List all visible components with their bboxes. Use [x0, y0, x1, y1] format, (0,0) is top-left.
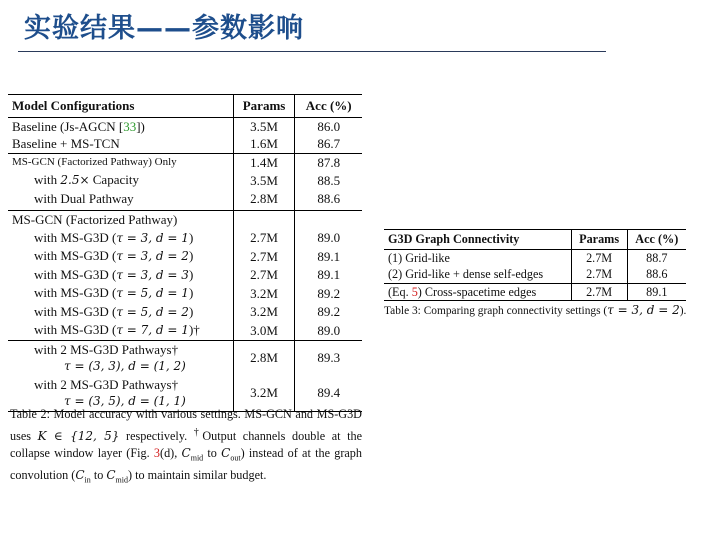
table-row — [8, 284, 362, 303]
equation-ref: 5 — [411, 284, 418, 299]
config-cell: with MS-G3D (τ = 5, d = 1) — [8, 284, 233, 303]
params-cell: 2.7M — [233, 247, 295, 266]
header-connectivity: G3D Graph Connectivity — [384, 230, 571, 250]
acc-cell: 89.2 — [317, 304, 341, 319]
params-cell: 2.7M — [233, 229, 295, 248]
table-header-row — [384, 230, 686, 250]
params-cell: 2.8M — [233, 190, 295, 208]
params-cell: 1.6M — [233, 135, 295, 153]
title-divider — [18, 51, 606, 52]
acc-cell: 86.7 — [317, 136, 341, 151]
config-cell: with 2.5× Capacity — [8, 171, 233, 190]
table-2-caption: Table 2: Model accuracy with various settings. MS-GCN and MS-G3D uses K ∈ {12, 5} respectively. †Output channels double at the collapse window layer (Fig. 3(d), $C_{mid}$ to $C_{out}$) instead of at the graph convolution ($C_{in}$ to $C_{mid}$) to maintain similar budget. — [10, 407, 363, 485]
params-cell: 2.7M — [571, 266, 627, 283]
table-row — [8, 153, 362, 171]
citation-ref: 33 — [123, 118, 137, 134]
header-params: Params — [571, 230, 627, 250]
acc-cell: 89.4 — [317, 385, 341, 401]
params-cell: 2.7M — [571, 249, 627, 266]
params-cell: 3.2M — [233, 284, 295, 303]
config-cell: (1) Grid-like — [384, 249, 571, 266]
config-cell: with MS-G3D (τ = 3, d = 1) — [8, 229, 233, 248]
params-cell: 2.7M — [233, 266, 295, 285]
acc-cell: 89.0 — [317, 230, 341, 245]
acc-cell: 89.1 — [317, 267, 341, 282]
header-acc: Acc (%) — [305, 98, 352, 113]
acc-cell: 88.5 — [317, 172, 341, 188]
acc-cell: 89.3 — [317, 350, 341, 366]
table-row — [8, 266, 362, 285]
group-label: MS-GCN (Factorized Pathway) — [8, 211, 233, 229]
acc-cell: 89.2 — [317, 285, 341, 301]
table-row — [8, 340, 362, 376]
table-2 — [8, 94, 362, 412]
params-cell: 2.8M — [233, 340, 295, 376]
config-cell: with 2 MS-G3D Pathways† τ = (3, 3), d = (1, 2) — [8, 340, 233, 376]
table-row — [384, 266, 686, 283]
table-row — [384, 249, 686, 266]
acc-cell: 88.6 — [317, 190, 341, 206]
params-cell: 3.5M — [233, 171, 295, 190]
table-row — [8, 117, 362, 135]
config-cell: with MS-G3D (τ = 7, d = 1)† — [8, 321, 233, 340]
table-header-row — [8, 95, 362, 118]
config-cell: with MS-G3D (τ = 3, d = 2) — [8, 247, 233, 266]
acc-cell: 87.8 — [317, 154, 341, 170]
header-params: Params — [233, 95, 295, 118]
config-cell: Baseline + MS-TCN — [8, 135, 233, 153]
group-label-row — [8, 211, 362, 229]
slide-title: 实验结果——参数影响 — [24, 13, 304, 44]
header-acc: Acc (%) — [635, 232, 679, 246]
params-cell: 1.4M — [233, 153, 295, 171]
config-cell: MS-GCN (Factorized Pathway) Only — [8, 153, 233, 171]
table-row — [8, 303, 362, 322]
config-cell: with MS-G3D (τ = 3, d = 3) — [8, 266, 233, 285]
acc-cell: 89.0 — [317, 322, 341, 338]
params-cell: 3.5M — [233, 117, 295, 135]
config-cell: with Dual Pathway — [8, 190, 233, 208]
params-cell: 2.7M — [571, 283, 627, 301]
table-row — [8, 135, 362, 153]
config-cell: (Eq. 5) Cross-spacetime edges — [384, 283, 571, 301]
config-cell: with MS-G3D (τ = 5, d = 2) — [8, 303, 233, 322]
table-row — [8, 321, 362, 340]
figure-ref: 3 — [153, 446, 161, 461]
table-row — [8, 190, 362, 208]
acc-cell: 86.0 — [317, 118, 341, 134]
acc-cell: 88.6 — [646, 267, 668, 281]
acc-cell: 88.7 — [646, 250, 668, 265]
table-row — [384, 283, 686, 301]
header-config: Model Configurations — [8, 95, 233, 118]
params-cell: 3.2M — [233, 376, 295, 412]
table-row — [8, 247, 362, 266]
params-cell: 3.0M — [233, 321, 295, 340]
params-cell: 3.2M — [233, 303, 295, 322]
config-cell: Baseline (Js-AGCN [33]) — [8, 117, 233, 135]
acc-cell: 89.1 — [646, 284, 668, 299]
config-cell: (2) Grid-like + dense self-edges — [384, 266, 571, 283]
config-cell: with 2 MS-G3D Pathways† τ = (3, 5), d = (1, 1) — [8, 376, 233, 412]
table-3-caption: Table 3: Comparing graph connectivity settings (τ = 3, d = 2). — [384, 303, 687, 317]
table-row — [8, 171, 362, 190]
acc-cell: 89.1 — [317, 248, 341, 264]
table-3 — [384, 229, 686, 301]
table-row — [8, 229, 362, 248]
